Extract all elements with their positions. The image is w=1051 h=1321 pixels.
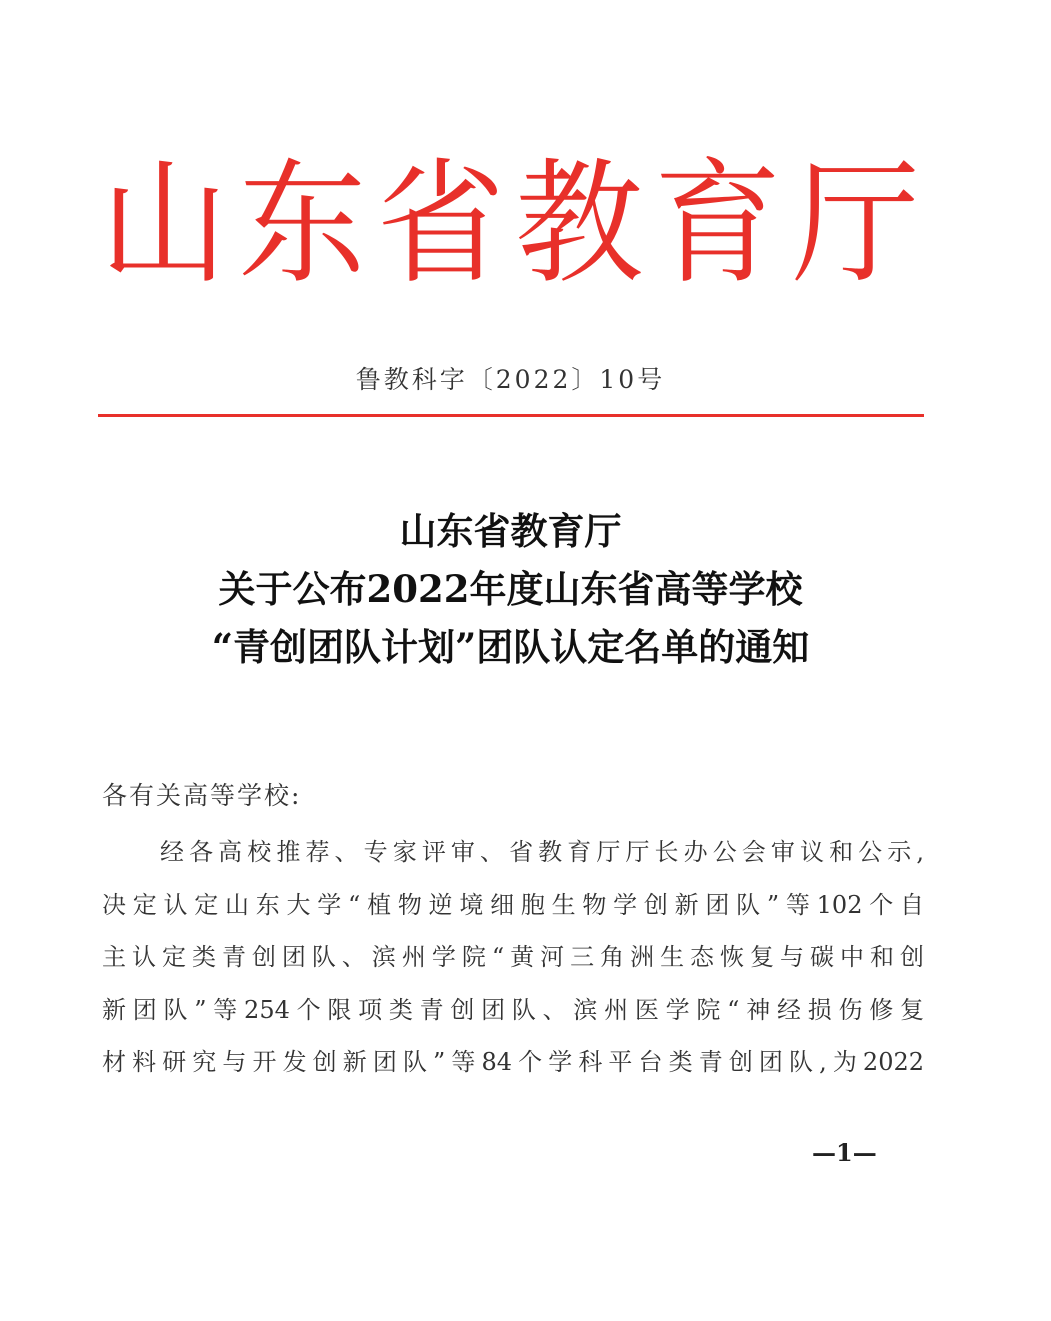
red-divider	[98, 414, 924, 417]
masthead	[100, 146, 920, 303]
body-paragraph	[102, 826, 924, 1089]
masthead-char: 山	[100, 146, 229, 303]
masthead-char: 教	[515, 146, 644, 303]
title-line: 关于公布2022年度山东省高等学校	[218, 567, 803, 611]
masthead-char: 省	[376, 146, 505, 303]
title-line: “青创团队计划”团队认定名单的通知	[211, 625, 810, 669]
title-line: 山东省教育厅	[399, 509, 622, 553]
masthead-char: 东	[238, 146, 367, 303]
page-number: —1—	[812, 1138, 877, 1167]
masthead-char: 育	[653, 146, 782, 303]
body-line: 新团队”等254个限项类青创团队、滨州医学院“神经损伤修复	[102, 995, 924, 1024]
document-number: 鲁教科字〔2022〕10号	[355, 365, 666, 394]
body-line: 材料研究与开发创新团队”等84个学科平台类青创团队,为2022	[102, 1048, 924, 1076]
body-line: 主认定类青创团队、滨州学院“黄河三角洲生态恢复与碳中和创	[102, 943, 924, 971]
masthead-char: 厅	[791, 146, 920, 303]
body-line: 决定认定山东大学“植物逆境细胞生物学创新团队”等102个自	[102, 890, 924, 919]
body-line: 经各高校推荐、专家评审、省教育厅厅长办公会审议和公示,	[160, 838, 924, 866]
salutation: 各有关高等学校:	[102, 781, 302, 810]
document-title	[0, 502, 1021, 676]
